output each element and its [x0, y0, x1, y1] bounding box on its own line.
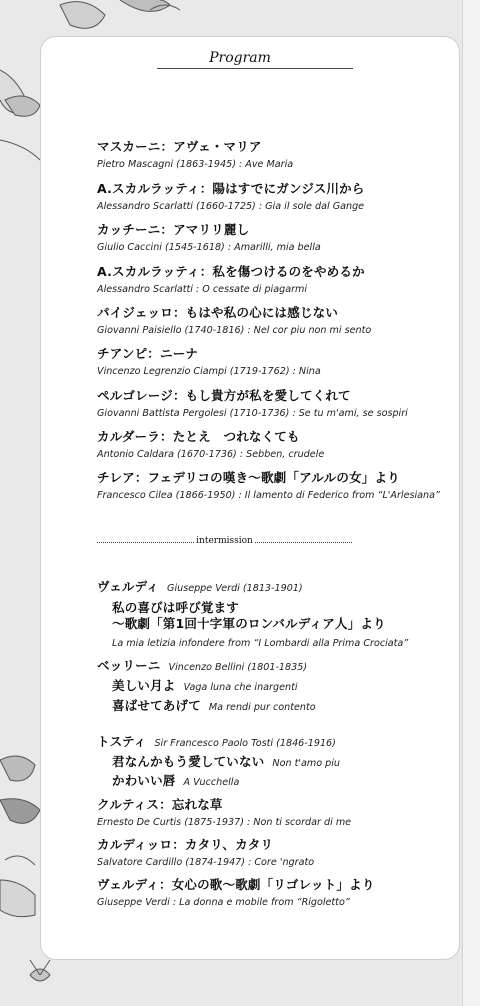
song-title — [112, 770, 239, 789]
piece-title-en: Giovanni Paisiello (1740-1816) : Nel cor piu non mi sento — [97, 325, 372, 336]
song-title-en: Non t'amo piu — [272, 758, 340, 769]
song-title-jp: 私の喜びは呼び覚ます — [112, 600, 240, 615]
program-item — [97, 139, 457, 171]
song-title — [112, 675, 298, 694]
song-title-jp: ～歌劇「第1回十字軍のロンバルディア人」より — [112, 616, 386, 631]
piece-title-jp: パイジェッロ：もはや私の心には感じない — [97, 305, 339, 320]
song-title-jp: 君なんかもう愛していない — [112, 754, 265, 769]
piece-title-jp: クルティス：忘れな草 — [97, 797, 223, 812]
composer-name-en: Sir Francesco Paolo Tosti (1846-1916) — [154, 738, 336, 749]
intermission-label: intermission — [196, 536, 253, 546]
piece-title-en: Ernesto De Curtis (1875-1937) : Non ti scordar di me — [97, 817, 352, 828]
program-item — [97, 222, 457, 254]
song-title-jp: 美しい月よ — [112, 678, 176, 693]
program-item — [97, 346, 457, 378]
piece-title-jp: マスカーニ：アヴェ・マリア — [97, 139, 262, 154]
song-title-jp: かわいい唇 — [112, 773, 176, 788]
song-title-en: La mia letizia infondere from “I Lombardi alla Prima Crociata” — [112, 638, 409, 649]
piece-title-en: Salvatore Cardillo (1874-1947) : Core 'ngrato — [97, 857, 315, 868]
composer-heading — [97, 576, 457, 595]
intermission-divider — [97, 534, 352, 548]
program-item — [97, 388, 457, 420]
program-item — [97, 470, 457, 502]
piece-title-en: Antonio Caldara (1670-1736) : Sebben, crudele — [97, 449, 325, 460]
piece-title-en: Alessandro Scarlatti (1660-1725) : Gia il sole dal Gange — [97, 201, 365, 212]
piece-title-en: Pietro Mascagni (1863-1945) : Ave Maria — [97, 159, 294, 170]
composer-heading — [97, 655, 457, 674]
piece-title-en: Giulio Caccini (1545-1618) : Amarilli, mia bella — [97, 242, 321, 253]
piece-title-jp: チレア：フェデリコの嘆き～歌劇「アルルの女」より — [97, 470, 400, 485]
program-item — [97, 181, 457, 213]
piece-title-en: Giovanni Battista Pergolesi (1710-1736) : Se tu m'ami, se sospiri — [97, 408, 408, 419]
song-title — [112, 613, 386, 632]
piece-title-jp: A.スカルラッティ：陽はすでにガンジス川から — [97, 181, 365, 196]
program-item — [97, 837, 457, 869]
song-title-jp: 喜ばせてあげて — [112, 698, 201, 713]
composer-name-en: Giuseppe Verdi (1813-1901) — [167, 583, 303, 594]
piece-title-jp: カルダーラ：たとえ つれなくても — [97, 429, 300, 444]
program-item — [97, 877, 457, 909]
dotted-rule — [255, 542, 352, 543]
song-title — [112, 695, 316, 714]
program-item — [97, 305, 457, 337]
composer-name-en: Vincenzo Bellini (1801-1835) — [168, 662, 308, 673]
song-title-en: A Vucchella — [183, 777, 240, 788]
composer-name-jp: トスティ — [97, 734, 147, 749]
piece-title-en: Giuseppe Verdi : La donna e mobile from “Rigoletto” — [97, 897, 350, 908]
program-item — [97, 797, 457, 829]
piece-title-jp: カルディッロ：カタリ、カタリ — [97, 837, 274, 852]
piece-title-jp: カッチーニ：アマリリ麗し — [97, 222, 250, 237]
composer-name-jp: ヴェルディ — [97, 579, 160, 594]
piece-title-jp: チアンピ：ニーナ — [97, 346, 199, 361]
song-title — [112, 631, 408, 650]
program-item — [97, 264, 457, 296]
song-title-en: Ma rendi pur contento — [208, 702, 316, 713]
piece-title-en: Vincenzo Legrenzio Ciampi (1719-1762) : Nina — [97, 366, 321, 377]
song-title-en: Vaga luna che inargenti — [183, 682, 298, 693]
piece-title-jp: ヴェルディ：女心の歌～歌劇「リゴレット」より — [97, 877, 375, 892]
composer-name-jp: ベッリーニ — [97, 658, 161, 673]
title-rule — [157, 68, 353, 69]
piece-title-en: Alessandro Scarlatti : O cessate di piagarmi — [97, 284, 308, 295]
dotted-rule — [97, 542, 194, 543]
song-title — [112, 751, 340, 770]
piece-title-jp: ペルゴレージ：もし貴方が私を愛してくれて — [97, 388, 351, 403]
page-title: Program — [209, 50, 271, 66]
piece-title-jp: A.スカルラッティ：私を傷つけるのをやめるか — [97, 264, 365, 279]
adjacent-page-edge — [462, 0, 480, 1006]
program-item — [97, 429, 457, 461]
piece-title-en: Francesco Cilea (1866-1950) : Il lamento di Federico from “L'Arlesiana” — [97, 490, 440, 501]
composer-heading — [97, 731, 457, 750]
